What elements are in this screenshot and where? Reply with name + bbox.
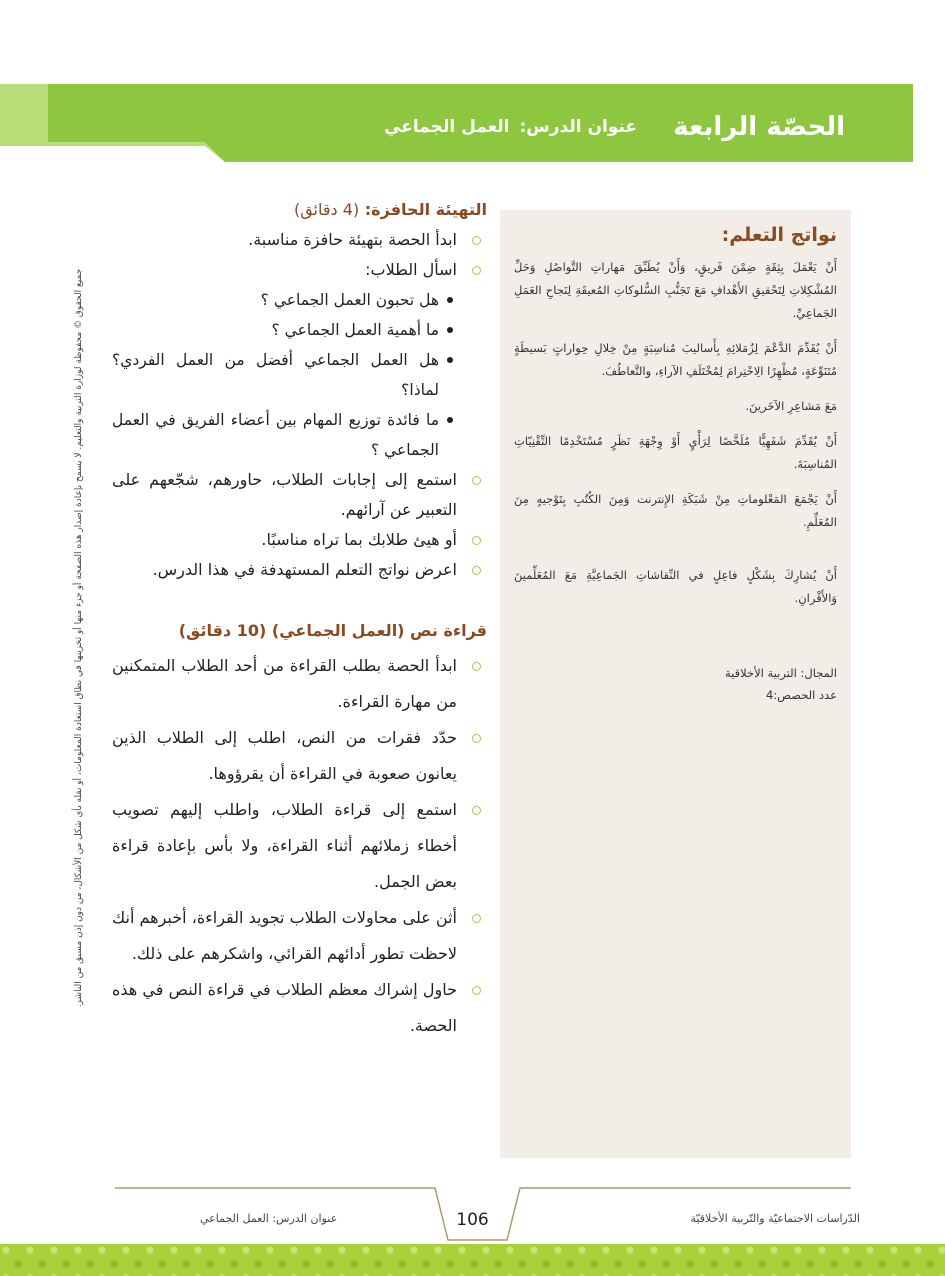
- field-label: المجال: التربية الأخلاقية: [724, 666, 837, 680]
- circle-bullet-icon: [472, 236, 481, 245]
- outcome-item: أَنْ يُشارِكَ بِشَكْلٍ فاعِلٍ في النِّقاشاتِ الجَماعِيَّةِ مَعَ المُعَلِّمينَ وَالأَقْرانِ.: [514, 568, 837, 605]
- circle-bullet-icon: [472, 476, 481, 485]
- warmup-list: [112, 225, 487, 585]
- list-item: أثن على محاولات الطلاب تجويد القراءة، أخبرهم أنك لاحظت تطور أدائهم القرائي، واشكرهم على ذلك.: [112, 900, 487, 972]
- lesson-title-value: العمل الجماعي: [384, 117, 510, 137]
- periods-label: عدد الحصص:4: [765, 688, 837, 702]
- question-item: هل العمل الجماعي أفضل من العمل الفردي؟ لماذا؟: [112, 345, 457, 405]
- lesson-plan: [112, 200, 487, 1044]
- lesson-number: الحصّة الرابعة: [673, 112, 845, 142]
- circle-bullet-icon: [472, 986, 481, 995]
- outcome-item: أَنْ يُقَدِّمَ شَفَهِيًّا مُلَخَّصًا لِرَأْيٍ أَوْ وِجْهَةِ نَظَرٍ مُسْتَخْدِمًا التِّقْنِيّاتِ المُناسِبَةَ.: [514, 434, 837, 471]
- question-item: ما فائدة توزيع المهام بين أعضاء الفريق في العمل الجماعي ؟: [112, 405, 457, 465]
- circle-bullet-icon: [472, 566, 481, 575]
- list-item: استمع إلى قراءة الطلاب، واطلب إليهم تصويب أخطاء زملائهم أثناء القراءة، ولا بأس بإعادة قراءة بعض الجمل.: [112, 792, 487, 900]
- outcomes-title: نواتج التعلم:: [721, 224, 837, 246]
- page-number: 106: [456, 1210, 489, 1230]
- list-item: حاول إشراك معظم الطلاب في قراءة النص في هذه الحصة.: [112, 972, 487, 1044]
- decorative-pattern-strip: [0, 1244, 945, 1276]
- reading-list: [112, 648, 487, 1044]
- dot-bullet-icon: [447, 327, 453, 333]
- outcome-item: مَعَ مَشاعِرِ الآخَرينَ.: [745, 399, 837, 413]
- list-item: ابدأ الحصة بتهيئة حافزة مناسبة.: [112, 225, 487, 255]
- reading-title: قراءة نص (العمل الجماعي) (10 دقائق): [178, 621, 487, 640]
- dot-bullet-icon: [447, 297, 453, 303]
- outcome-item: أَنْ يُقَدِّمَ الدَّعْمَ لِزُمَلائِهِ بِأَساليبَ مُناسِبَةٍ مِنْ خِلالِ حِواراتٍ بَسيطَةٍ مُتَنَوِّعَةٍ، مُظْهِرًا الِاحْتِرامَ لِمُخْتَلَفِ الآراءِ، والتَّعاطُفَ.: [514, 341, 837, 378]
- list-item: حدّد فقرات من النص، اطلب إلى الطلاب الذين يعانون صعوبة في القراءة أن يقرؤوها.: [112, 720, 487, 792]
- circle-bullet-icon: [472, 914, 481, 923]
- outcome-item: أَنْ يَعْمَلَ بِثِقَةٍ ضِمْنَ فَريقٍ، وَأَنْ يُطَبِّقَ مَهاراتِ التَّواصُلِ وَحَلِّ المُشْكِلاتِ لِتَحْقيقِ الأَهْدافِ مَعَ تَجَنُّبِ السُّلوكاتِ المُعيقَةِ لِنَجاحِ العَمَلِ الجَماعِيِّ.: [514, 260, 837, 320]
- dot-bullet-icon: [447, 417, 453, 423]
- list-item: أو هيئ طلابك بما تراه مناسبًا.: [112, 525, 487, 555]
- circle-bullet-icon: [472, 266, 481, 275]
- circle-bullet-icon: [472, 536, 481, 545]
- copyright-note: جميع الحقوق © محفوظة لوزارة التربية والتعليم. لا يسمح بإعادة إصدار هذه الصفحة أو جزء منها أو تخزينها في نطاق استعادة المعلومات، أو نقله بأي شكل من الأشكال، من دون إذن مسبق من الناشر.: [74, 268, 84, 1008]
- lesson-title: [384, 117, 637, 137]
- list-item: اسأل الطلاب: هل تحبون العمل الجماعي ؟ ما أهمية العمل الجماعي ؟ هل العمل الجماعي أفضل من العمل الفردي؟ لماذا؟ ما فائدة توزيع المهام بين أعضاء الفريق في العمل الجماعي ؟: [112, 255, 487, 465]
- question-item: هل تحبون العمل الجماعي ؟: [112, 285, 457, 315]
- circle-bullet-icon: [472, 734, 481, 743]
- dot-bullet-icon: [447, 357, 453, 363]
- circle-bullet-icon: [472, 662, 481, 671]
- circle-bullet-icon: [472, 806, 481, 815]
- questions-list: [112, 285, 457, 465]
- lesson-title-label: عنوان الدرس:: [519, 117, 637, 137]
- list-item: ابدأ الحصة بطلب القراءة من أحد الطلاب المتمكنين من مهارة القراءة.: [112, 648, 487, 720]
- footer-subject: الدّراسات الاجتماعيّة والتّربية الأخلاقيّة: [690, 1212, 860, 1225]
- warmup-title: التهيئة الحافزة: (4 دقائق): [293, 200, 487, 219]
- footer-lesson-title: عنوان الدرس: العمل الجماعي: [200, 1212, 338, 1225]
- list-item: اعرض نواتج التعلم المستهدفة في هذا الدرس.: [112, 555, 487, 585]
- question-item: ما أهمية العمل الجماعي ؟: [112, 315, 457, 345]
- outcome-item: أَنْ يَجْمَعَ المَعْلوماتِ مِنْ شَبَكَةِ الإِنترنت وَمِنَ الكُتُبِ بِتَوْجيهٍ مِنَ المُعَلِّمِ.: [514, 492, 837, 529]
- learning-outcomes-panel: [500, 210, 851, 1158]
- list-item: استمع إلى إجابات الطلاب، حاورهم، شجّعهم على التعبير عن آرائهم.: [112, 465, 487, 525]
